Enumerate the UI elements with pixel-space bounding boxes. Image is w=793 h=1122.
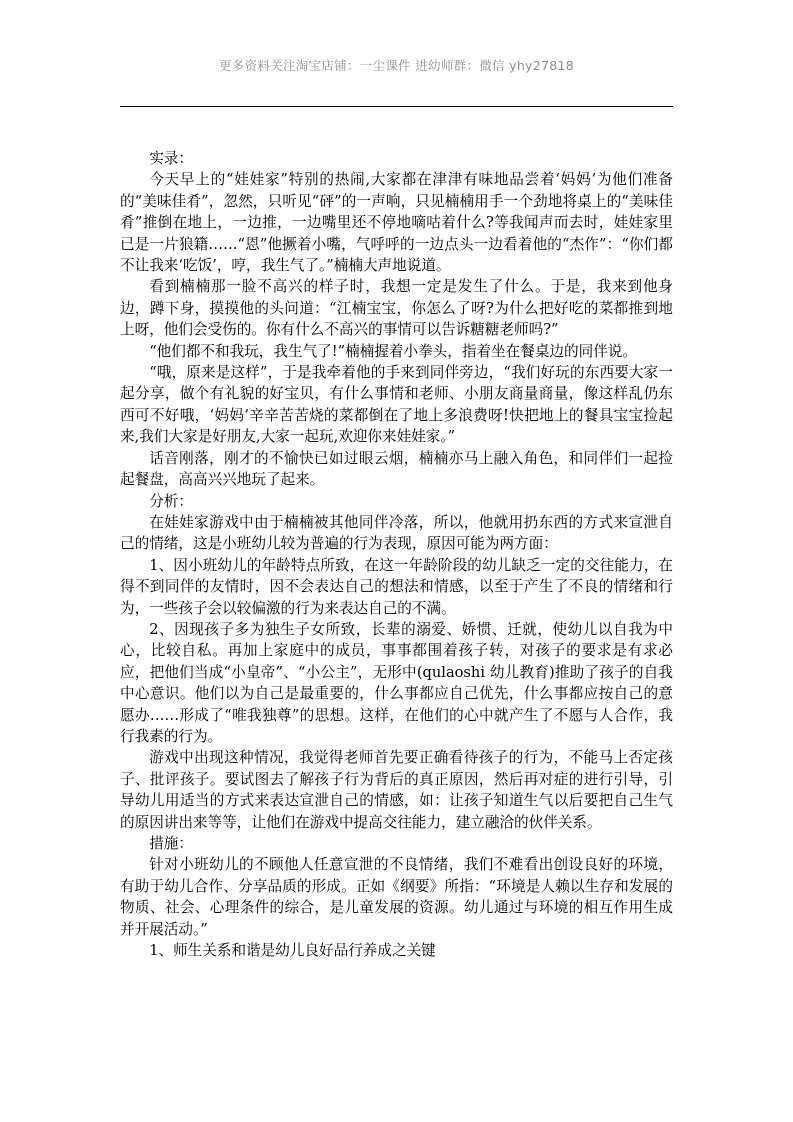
document-body — [120, 148, 673, 961]
paragraph: 1、师生关系和谐是幼儿良好品行养成之关键 — [149, 942, 436, 960]
paragraph: 1、因小班幼儿的年龄特点所致，在这一年龄阶段的幼儿缺乏一定的交往能力，在得不到同伴的友情时，因不会表达自己的想法和情感，以至于产生了不良的情绪和行为，一些孩子会以较偏激的行为来表达自己的不满。 — [120, 556, 673, 617]
section-heading-measures: 措施： — [149, 835, 193, 852]
paragraph: 游戏中出现这种情况，我觉得老师首先要正确看待孩子的行为，不能马上否定孩子、批评孩子。要试图去了解孩子行为背后的真正原因，然后再对症的进行引导，引导幼儿用适当的方式来表达宣泄自己的情感，如：让孩子知道生气以后要把自己生气的原因讲出来等等，让他们在游戏中提高交往能力，建立融洽的伙伴关系。 — [120, 749, 673, 831]
paragraph: 话音刚落，刚才的不愉快已如过眼云烟，楠楠亦马上融入角色，和同伴们一起捡起餐盘，高高兴兴地玩了起来。 — [120, 449, 673, 489]
paragraph: “他们都不和我玩，我生气了!”楠楠握着小拳头，指着坐在餐桌边的同伴说。 — [149, 342, 637, 360]
header-divider — [120, 106, 673, 107]
section-heading-analysis: 分析： — [149, 492, 193, 510]
paragraph: “哦，原来是这样”，于是我牵着他的手来到同伴旁边，“我们好玩的东西要大家一起分享，做个有礼貌的好宝贝，有什么事情和老师、小朋友商量商量，像这样乱仍东西可不好哦，‘妈妈’辛辛苦苦烧的菜都倒在了地上多浪费呀!快把地上的餐具宝宝捡起来,我们大家是好朋友,大家一起玩,欢迎你来娃娃家。” — [120, 364, 673, 446]
section-heading-record: 实录： — [149, 150, 193, 167]
paragraph: 2、因现孩子多为独生子女所致，长辈的溺爱、娇惯、迁就，使幼儿以自我为中心，比较自私。再加上家庭中的成员，事事都围着孩子转，对孩子的要求是有求必应，把他们当成“小皇帝”、“小公主”，无形中(qulaoshi 幼儿教育)推助了孩子的自我中心意识。他们以为自己是最重要的，什么事都应自己优先，什么事都应按自己的意愿办……形成了“唯我独尊”的思想。这样，在他们的心中就产生了不愿与人合作，我行我素的行为。 — [120, 620, 673, 745]
page-header-watermark: 更多资料关注淘宝店铺：一尘课件 进幼师群：微信 yhy27818 — [218, 58, 575, 73]
paragraph: 看到楠楠那一脸不高兴的样子时，我想一定是发生了什么。于是，我来到他身边，蹲下身，摸摸他的头问道：“江楠宝宝，你怎么了呀?为什么把好吃的菜都推到地上呀，他们会受伤的。你有什么不高兴的事情可以告诉糖糖老师吗?” — [120, 278, 673, 339]
paragraph: 今天早上的“娃娃家”特别的热闹,大家都在津津有味地品尝着‘妈妈’为他们准备的“美味佳肴”，忽然，只听见“砰”的一声响，只见楠楠用手一个劲地将桌上的“美味佳肴”推倒在地上，一边推，一边嘴里还不停地嘀咕着什么?等我闻声而去时，娃娃家里已是一片狼籍……“恩”他撅着小嘴，气呼呼的一边点头一边看着他的“杰作”：“你们都不让我来‘吃饭’，哼，我生气了。”楠楠大声地说道。 — [120, 171, 673, 275]
paragraph: 针对小班幼儿的不顾他人任意宣泄的不良情绪，我们不难看出创设良好的环境，有助于幼儿合作、分享品质的形成。正如《纲要》所指：“环境是人赖以生存和发展的物质、社会、心理条件的综合，是儿童发展的资源。幼儿通过与环境的相互作用生成并开展活动。” — [120, 856, 673, 938]
paragraph: 在娃娃家游戏中由于楠楠被其他同伴冷落，所以，他就用扔东西的方式来宣泄自己的情绪，这是小班幼儿较为普遍的行为表现，原因可能为两方面： — [120, 513, 673, 553]
